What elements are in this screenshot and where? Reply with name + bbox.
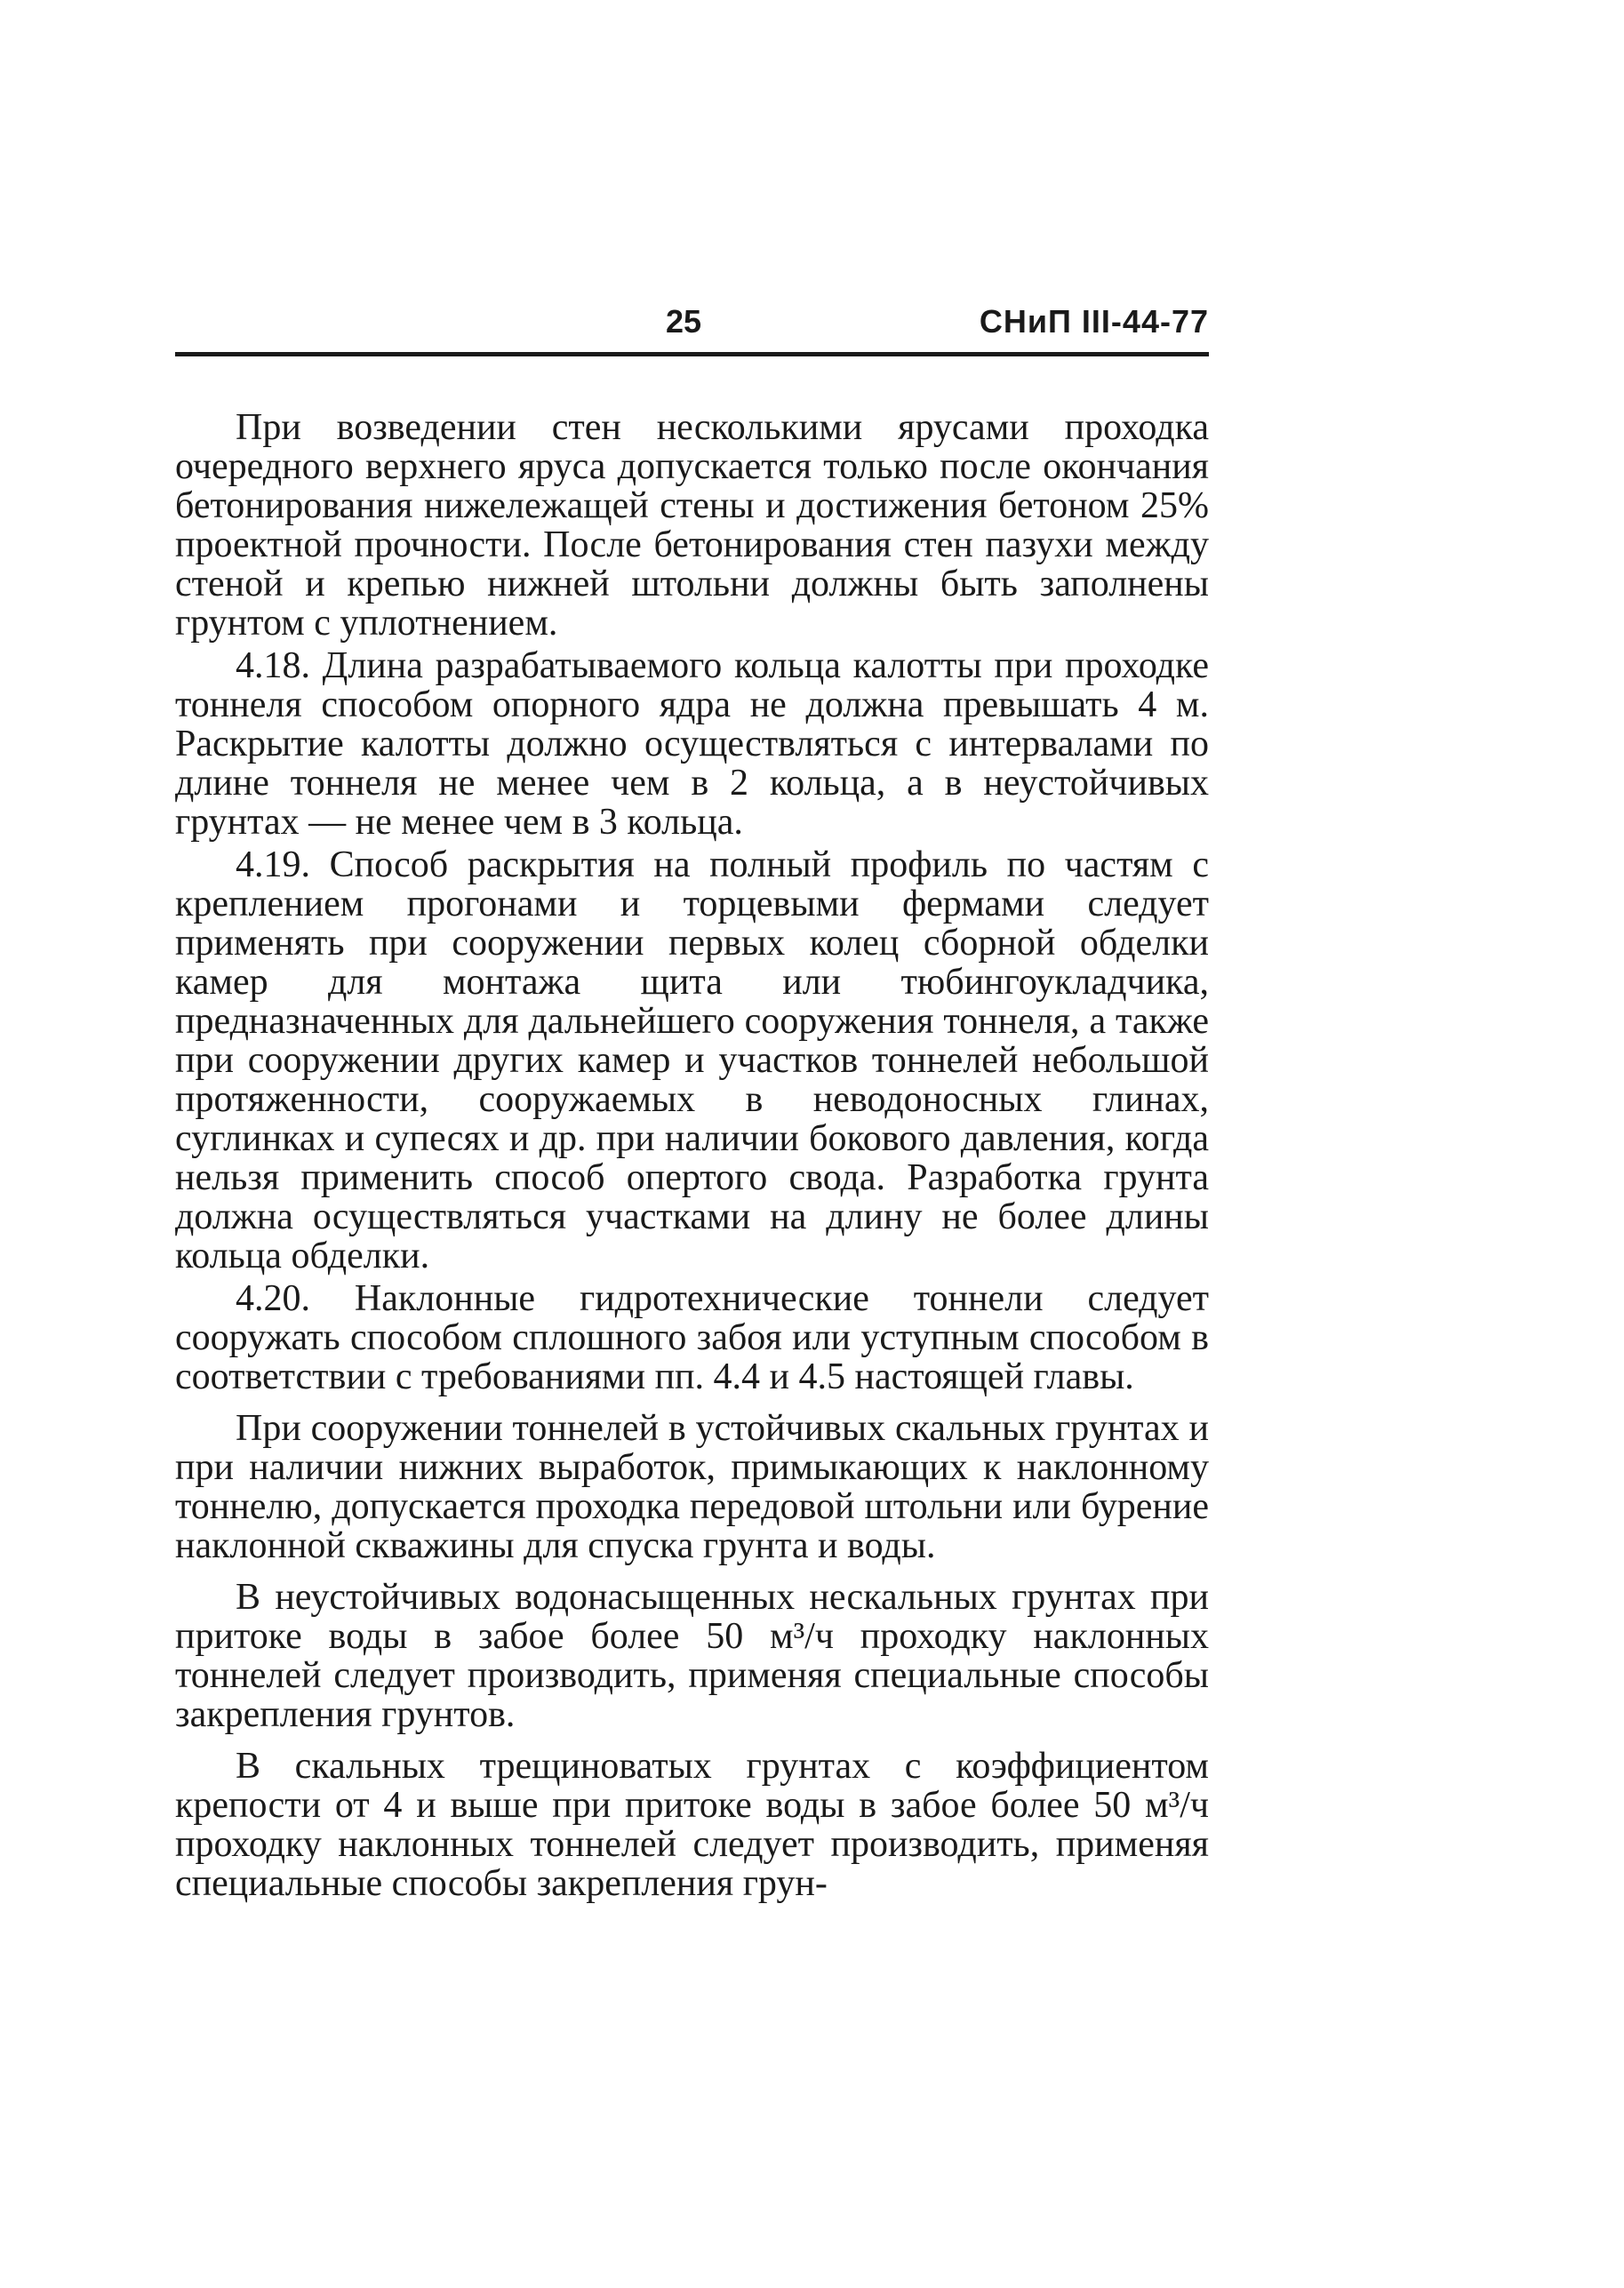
document-body	[175, 408, 1209, 1903]
paragraph-4-20: 4.20. Наклонные гидротехнические тоннели следует сооружать способом сплошного забоя или уступным способом в соответствии с требованиями пп. 4.4 и 4.5 настоящей главы.	[175, 1278, 1209, 1397]
document-code: СНиП III-44-77	[979, 303, 1209, 340]
paragraph-4-18: 4.18. Длина разрабатываемого кольца калотты при проходке тоннеля способом опорного ядра не должна превышать 4 м. Раскрытие калотты должно осуществляться с интервалами по длине тоннеля не менее чем в 2 кольца, а в неустойчивых грунтах — не менее чем в 3 кольца.	[175, 645, 1209, 843]
paragraph-fractured-rock: В скальных трещиноватых грунтах с коэффициентом крепости от 4 и выше при притоке воды в забое более 50 м³/ч проходку наклонных тоннелей следует производить, применяя специальные способы закрепления грун-	[175, 1746, 1209, 1904]
paragraph-stable-rock: При сооружении тоннелей в устойчивых скальных грунтах и при наличии нижних выработок, примыкающих к наклонному тоннелю, допускается проходка передовой штольни или бурение наклонной скважины для спуска грунта и воды.	[175, 1408, 1209, 1566]
paragraph-unstable-soils: В неустойчивых водонасыщенных нескальных грунтах при притоке воды в забое более 50 м³/ч проходку наклонных тоннелей следует производить, применяя специальные способы закрепления грунтов.	[175, 1577, 1209, 1735]
paragraph-4-19: 4.19. Способ раскрытия на полный профиль по частям с креплением прогонами и торцевыми фермами следует применять при сооружении первых колец сборной обделки камер для монтажа щита или тюбингоукладчика, предназначенных для дальнейшего сооружения тоннеля, а также при сооружении других камер и участков тоннелей небольшой протяженности, сооружаемых в неводоносных глинах, суглинках и супесях и др. при наличии бокового давления, когда нельзя применить способ опертого свода. Разработка грунта должна осуществляться участками на длину не более длины кольца обделки.	[175, 844, 1209, 1276]
document-page	[175, 302, 1209, 1903]
page-number: 25	[666, 303, 702, 340]
paragraph-wall-tiers: При возведении стен несколькими ярусами проходка очередного верхнего яруса допускается только после окончания бетонирования нижележащей стены и достижения бетоном 25% проектной прочности. После бетонирования стен пазухи между стеной и крепью нижней штольни должны быть заполнены грунтом с уплотнением.	[175, 407, 1209, 644]
page-header	[175, 302, 1209, 356]
